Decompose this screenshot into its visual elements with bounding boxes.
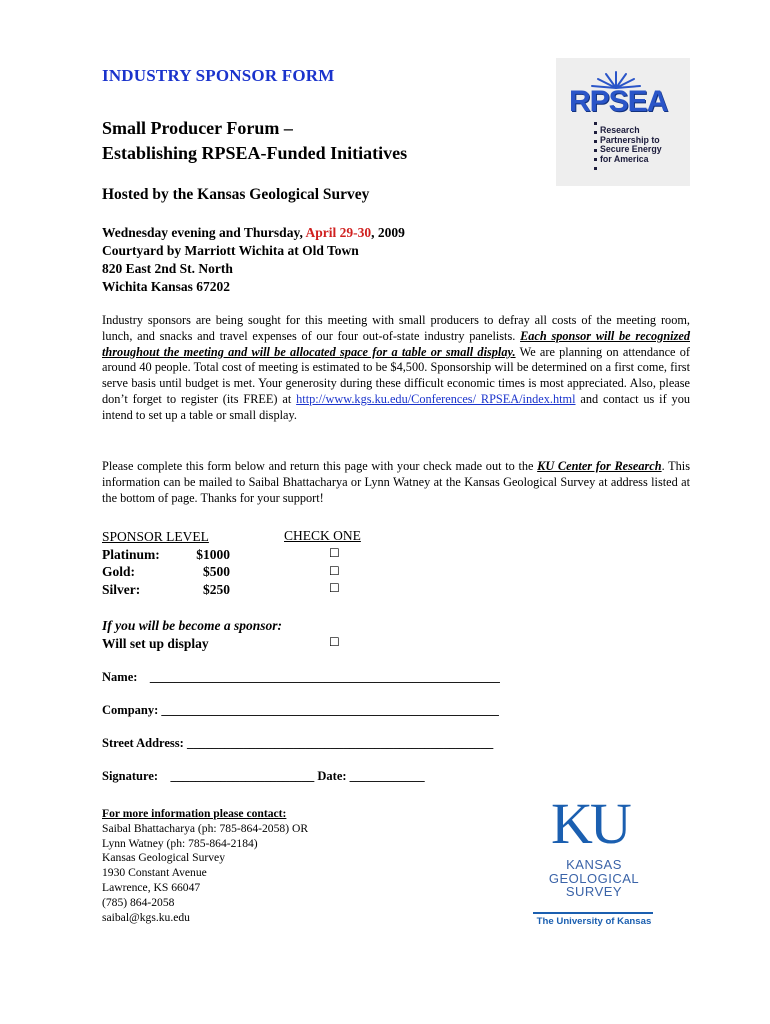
sponsor-level-row bbox=[102, 563, 230, 581]
sponsor-level-header: SPONSOR LEVEL bbox=[102, 529, 209, 544]
form-title: INDUSTRY SPONSOR FORM bbox=[102, 66, 335, 85]
instructions-text-a: Please complete this form below and return this page with your check made out to the bbox=[102, 459, 538, 473]
ku-name-line: GEOLOGICAL bbox=[548, 870, 640, 886]
display-checkbox[interactable]: ☐ bbox=[329, 635, 340, 649]
event-details bbox=[102, 224, 405, 296]
platinum-checkbox[interactable]: ☐ bbox=[329, 546, 340, 560]
street-address-field[interactable]: Street Address: _________________________________________________ bbox=[102, 736, 494, 750]
rpsea-dots bbox=[594, 122, 598, 176]
contact-line: Lawrence, KS 66047 bbox=[102, 880, 201, 894]
registration-link[interactable]: http://www.kgs.ku.edu/Conferences/ RPSEA/index.html bbox=[296, 391, 576, 406]
event-date-suffix: , 2009 bbox=[371, 225, 405, 240]
rpsea-tagline bbox=[600, 126, 662, 164]
description-text-c: and contact us if you intend to set up a table or small display. bbox=[102, 391, 691, 422]
hosted-by: Hosted by the Kansas Geological Survey bbox=[102, 186, 370, 203]
event-city: Wichita Kansas 67202 bbox=[102, 279, 231, 294]
event-date-highlight: April 29-30 bbox=[305, 225, 372, 240]
name-field[interactable]: Name: ________________________________________________________ bbox=[102, 670, 500, 684]
ku-logo bbox=[519, 788, 669, 936]
event-date-prefix: Wednesday evening and Thursday, bbox=[102, 225, 306, 240]
ku-survey-name bbox=[519, 858, 669, 899]
sponsor-level-row bbox=[102, 581, 230, 599]
display-prompt: If you will be become a sponsor: bbox=[102, 618, 282, 633]
rpsea-logo bbox=[556, 58, 690, 186]
contact-line: Lynn Watney (ph: 785-864-2184) bbox=[102, 836, 258, 850]
gold-checkbox[interactable]: ☐ bbox=[329, 563, 340, 578]
forum-title bbox=[102, 116, 407, 166]
description-text-a: Industry sponsors are being sought for this meeting with small producers to defray all costs of the meeting room, lunch, and snacks and travel expenses of our four out-of-state industry panelists. bbox=[102, 313, 690, 343]
sponsor-description bbox=[102, 313, 690, 424]
payee-name: KU Center for Research bbox=[537, 459, 662, 473]
description-emphasis: Each sponsor will be recognized throughout the meeting and will be allocated space for a table or small display. bbox=[102, 328, 690, 359]
rpsea-tagline-line: Research bbox=[600, 125, 640, 135]
display-option-label: Will set up display bbox=[102, 635, 209, 651]
instructions-text-b: . This information can be mailed to Saibal Bhattacharya or Lynn Watney at the Kansas Geological Survey at address listed at the bottom of page. Thanks for your support! bbox=[102, 459, 690, 505]
rpsea-tagline-line: Secure Energy bbox=[600, 144, 662, 155]
contact-line: Saibal Bhattacharya (ph: 785-864-2058) OR bbox=[102, 821, 309, 835]
sponsor-level-amount: $250 bbox=[203, 581, 230, 597]
contact-line: Kansas Geological Survey bbox=[102, 851, 225, 865]
event-date bbox=[102, 224, 405, 242]
contact-heading: For more information please contact: bbox=[102, 807, 287, 820]
rpsea-tagline-line: Partnership to bbox=[600, 134, 660, 145]
ku-letters: KU bbox=[551, 791, 629, 856]
silver-checkbox[interactable]: ☐ bbox=[329, 581, 340, 595]
contact-email: saibal@kgs.ku.edu bbox=[102, 910, 190, 924]
sponsor-level-amount: $500 bbox=[203, 564, 230, 579]
signature-date-field[interactable]: Signature: _______________________ Date: ____________ bbox=[102, 769, 425, 783]
contact-info bbox=[102, 807, 308, 925]
company-field[interactable]: Company: ______________________________________________________ bbox=[102, 703, 499, 717]
sponsor-level-name: Silver: bbox=[102, 581, 141, 597]
sponsor-level-amount: $1000 bbox=[196, 546, 230, 562]
contact-line: 1930 Constant Avenue bbox=[102, 866, 207, 880]
ku-divider bbox=[533, 912, 653, 914]
forum-title-line2: Establishing RPSEA-Funded Initiatives bbox=[102, 143, 408, 163]
sponsor-level-row bbox=[102, 546, 230, 564]
ku-name-line: SURVEY bbox=[565, 884, 623, 899]
forum-title-line1: Small Producer Forum – bbox=[102, 118, 293, 138]
sponsor-checkboxes bbox=[329, 545, 340, 598]
sponsor-levels bbox=[102, 528, 230, 598]
sponsor-level-name: Gold: bbox=[102, 564, 136, 579]
event-venue: Courtyard by Marriott Wichita at Old Town bbox=[102, 243, 359, 258]
rpsea-wordmark: RPSEA bbox=[569, 85, 668, 118]
sponsor-level-name: Platinum: bbox=[102, 546, 160, 562]
contact-line: (785) 864-2058 bbox=[102, 895, 175, 909]
display-question bbox=[102, 617, 282, 652]
description-text-b: We are planning on attendance of around 40 people. Total cost of meeting is estimated to be $4,500. Sponsorship will be determined on a first come, first serve basis until budget is met. Your generosity during these difficult economic times is most appreciated. Also, please don’t forget to register (its FREE) at bbox=[102, 344, 690, 406]
check-one-header: CHECK ONE bbox=[284, 528, 361, 543]
ku-name-line: KANSAS bbox=[566, 857, 622, 872]
event-street: 820 East 2nd St. North bbox=[102, 261, 233, 276]
ku-university: The University of Kansas bbox=[536, 916, 652, 927]
instructions bbox=[102, 459, 690, 506]
rpsea-tagline-line: for America bbox=[600, 153, 649, 164]
